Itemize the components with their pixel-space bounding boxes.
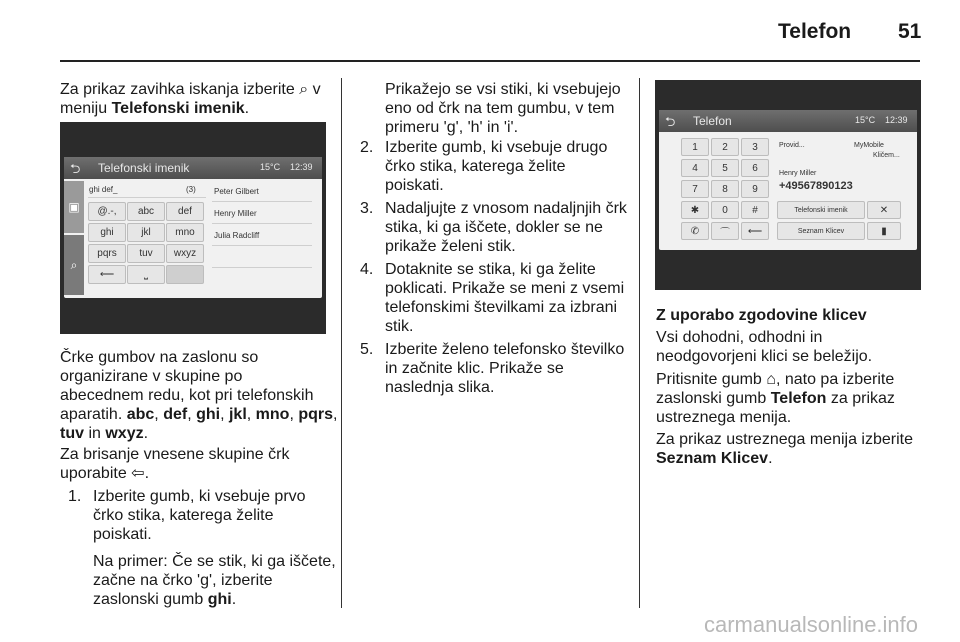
key-0[interactable]: 0 — [711, 201, 739, 219]
step-item — [360, 199, 635, 256]
key-symbols[interactable]: @.-, — [88, 202, 126, 221]
press-paragraph — [656, 370, 926, 427]
back-icon[interactable]: ⮌ — [70, 161, 81, 176]
column-divider-2 — [639, 78, 640, 608]
search-icon: ⌕ — [299, 81, 309, 98]
device-label: MyMobile — [854, 142, 884, 149]
step-number: 2. — [360, 139, 374, 156]
page-number: 51 — [898, 20, 922, 43]
phonebook-button[interactable]: Telefonski imenik — [777, 201, 865, 219]
back-icon[interactable]: ⮌ — [665, 114, 676, 129]
text-line: Dotaknite se stika, ki ga želite — [385, 261, 596, 278]
delete-paragraph — [60, 445, 340, 483]
key-hash[interactable]: # — [741, 201, 769, 219]
handset-icon: ▮ — [881, 225, 887, 237]
tab-contacts[interactable] — [64, 181, 84, 233]
text-line: ustreznega menija. — [656, 409, 792, 426]
continuation-paragraph — [385, 80, 635, 137]
separator: , — [289, 406, 299, 423]
period: . — [144, 465, 150, 482]
key-tuv[interactable]: tuv — [127, 244, 165, 263]
phone-title: Telefon — [693, 114, 732, 128]
key-6[interactable]: 6 — [741, 159, 769, 177]
groups-paragraph — [60, 348, 340, 443]
period: . — [231, 591, 237, 608]
text-line: aparatih. — [60, 406, 127, 423]
search-underline — [88, 197, 206, 198]
intro-bold: Telefonski imenik — [111, 100, 245, 117]
column-divider-1 — [341, 78, 342, 608]
phone-screenshot — [655, 80, 921, 290]
contact-item[interactable]: Peter Gilbert — [214, 187, 259, 196]
list-divider — [212, 245, 312, 246]
text-line: abecednem redu, kot pri telefonskih — [60, 387, 314, 404]
text-line: telefonskimi številkami za izbrani — [385, 299, 618, 316]
key-abc[interactable]: abc — [127, 202, 165, 221]
key-8[interactable]: 8 — [711, 180, 739, 198]
call-status: Kličem... — [873, 152, 900, 159]
mute-button[interactable] — [867, 201, 901, 219]
phone-screen — [659, 110, 917, 250]
step-number: 4. — [360, 261, 374, 278]
step-item — [68, 487, 338, 609]
phone-icon: ✆ — [690, 225, 700, 237]
contacts-icon: ▣ — [68, 200, 80, 214]
list-divider — [212, 223, 312, 224]
bold-tuv: tuv — [60, 425, 84, 442]
text-line: prikaže želeni stik. — [385, 238, 516, 255]
mute-icon: ✕ — [879, 204, 889, 216]
key-4[interactable]: 4 — [681, 159, 709, 177]
search-result-count: (3) — [186, 185, 196, 194]
key-mno[interactable]: mno — [166, 223, 204, 242]
tab-search[interactable] — [64, 235, 84, 295]
text-line: Za prikaz ustreznega menija izberite — [656, 431, 914, 448]
contact-name: Henry Miller — [779, 170, 817, 177]
key-3[interactable]: 3 — [741, 138, 769, 156]
text-line: organizirane v skupine po — [60, 368, 243, 385]
clock: 12:39 — [290, 162, 313, 172]
step-item — [360, 260, 635, 336]
section-heading: Z uporabo zgodovine klicev — [656, 307, 867, 324]
text-line: zaslonski gumb — [656, 390, 771, 407]
backspace-key[interactable]: ⟵ — [88, 265, 126, 284]
bold-telefon: Telefon — [770, 390, 827, 407]
bold-ghi: ghi — [207, 591, 232, 608]
text-line: eno od črk na tem gumbu, v tem — [385, 100, 615, 117]
text-line: Nadaljujte z vnosom nadaljnjih črk — [385, 200, 627, 217]
contact-number: +49567890123 — [779, 180, 853, 192]
separator: , — [220, 406, 229, 423]
provider-label: Provid... — [779, 142, 805, 149]
step-number: 5. — [360, 341, 374, 358]
period: . — [143, 425, 149, 442]
separator: , — [187, 406, 197, 423]
intro-paragraph — [60, 80, 335, 118]
page-header-title: Telefon — [778, 20, 852, 43]
intro-text-c: meniju — [60, 100, 112, 117]
bold-def: def — [163, 406, 188, 423]
text-line: Vsi dohodni, odhodni in — [656, 329, 823, 346]
contact-item[interactable]: Henry Miller — [214, 209, 257, 218]
separator: , — [154, 406, 164, 423]
backspace-icon: ⇦ — [131, 465, 145, 482]
call-list-button[interactable]: Seznam Klicev — [777, 222, 865, 240]
home-icon: ⌂ — [766, 371, 776, 388]
text-line: Črke gumbov na zaslonu so — [60, 349, 259, 366]
separator: , — [333, 406, 338, 423]
phonebook-screenshot — [60, 122, 326, 334]
separator: , — [246, 406, 256, 423]
text-line: Na primer: Če se stik, ki ga iščete, — [93, 553, 336, 570]
bold-seznam-klicev: Seznam Klicev — [656, 450, 769, 467]
text-line: Izberite želeno telefonsko številko — [385, 341, 625, 358]
text-line: , nato pa izberite — [775, 371, 895, 388]
key-2[interactable]: 2 — [711, 138, 739, 156]
step-example — [93, 552, 338, 609]
step-number: 3. — [360, 200, 374, 217]
backspace-button[interactable] — [741, 222, 769, 240]
step-list-1 — [68, 487, 338, 613]
text-line: Izberite gumb, ki vsebuje prvo — [93, 488, 306, 505]
step-item — [360, 340, 635, 397]
temperature: 15°C — [260, 162, 281, 172]
key-7[interactable]: 7 — [681, 180, 709, 198]
calllist-paragraph — [656, 430, 931, 468]
key-wxyz[interactable]: wxyz — [166, 244, 204, 263]
text-line: in začnite klic. Prikaže se — [385, 360, 564, 377]
empty-key — [166, 265, 204, 284]
intro-end: . — [244, 100, 250, 117]
period: . — [768, 450, 773, 467]
bold-jkl: jkl — [228, 406, 247, 423]
clock: 12:39 — [885, 115, 908, 125]
text-line: poiskati. — [385, 177, 444, 194]
watermark: carmanualsonline.info — [704, 612, 919, 637]
bold-wxyz: wxyz — [105, 425, 144, 442]
intro-text: Za prikaz zavihka iskanja izberite — [60, 81, 300, 98]
text-line: naslednja slika. — [385, 379, 495, 396]
backspace-icon: ⟵ — [747, 225, 763, 237]
bold-ghi: ghi — [196, 406, 221, 423]
key-def[interactable]: def — [166, 202, 204, 221]
phonebook-titlebar — [64, 157, 322, 179]
phonebook-screen — [64, 157, 322, 298]
text-line: črko stika, katerega želite — [385, 158, 566, 175]
key-9[interactable]: 9 — [741, 180, 769, 198]
search-icon: ⌕ — [70, 257, 78, 272]
search-input[interactable]: ghi def_ — [89, 185, 118, 194]
key-ghi[interactable]: ghi — [88, 223, 126, 242]
key-1[interactable]: 1 — [681, 138, 709, 156]
header-rule — [60, 60, 920, 62]
bold-mno: mno — [255, 406, 290, 423]
step-number: 1. — [68, 488, 82, 505]
contact-item[interactable]: Julia Radcliff — [214, 231, 260, 240]
intro-text-b: v — [308, 81, 321, 98]
key-star[interactable]: ✱ — [681, 201, 709, 219]
list-divider — [212, 201, 312, 202]
key-jkl[interactable]: jkl — [127, 223, 165, 242]
text-line: primeru 'g', 'h' in 'i'. — [385, 119, 519, 136]
bold-pqrs: pqrs — [298, 406, 333, 423]
key-5[interactable]: 5 — [711, 159, 739, 177]
bold-abc: abc — [126, 406, 155, 423]
list-divider — [212, 267, 312, 268]
hangup-button[interactable] — [711, 222, 739, 240]
text-line: poiskati. — [93, 526, 152, 543]
text-in: in — [84, 425, 106, 442]
text-line: Pritisnite gumb — [656, 371, 767, 388]
key-pqrs[interactable]: pqrs — [88, 244, 126, 263]
step-item — [360, 138, 635, 195]
phonebook-title: Telefonski imenik — [98, 161, 190, 175]
history-paragraph — [656, 328, 926, 366]
text-line: uporabite — [60, 465, 132, 482]
text-line: za prikaz — [826, 390, 895, 407]
text-line: poklicati. Prikaže se meni z vsemi — [385, 280, 625, 297]
text-line: Prikažejo se vsi stiki, ki vsebujejo — [385, 81, 621, 98]
text-line: začne na črko 'g', izberite — [93, 572, 273, 589]
text-line: Za brisanje vnesene skupine črk — [60, 446, 290, 463]
hangup-icon: ⌒ — [720, 227, 730, 239]
text-line: stika, ki ga iščete, dokler se ne — [385, 219, 603, 236]
space-key[interactable]: ⎵ — [127, 265, 165, 284]
text-line: neodgovorjeni klici se beležijo. — [656, 348, 873, 365]
text-line: zaslonski gumb — [93, 591, 208, 608]
text-line: črko stika, katerega želite — [93, 507, 274, 524]
text-line: stik. — [385, 318, 414, 335]
handset-button[interactable] — [867, 222, 901, 240]
phone-titlebar — [659, 110, 917, 132]
call-button[interactable] — [681, 222, 709, 240]
step-list-2 — [360, 138, 635, 401]
temperature: 15°C — [855, 115, 876, 125]
text-line: Izberite gumb, ki vsebuje drugo — [385, 139, 608, 156]
